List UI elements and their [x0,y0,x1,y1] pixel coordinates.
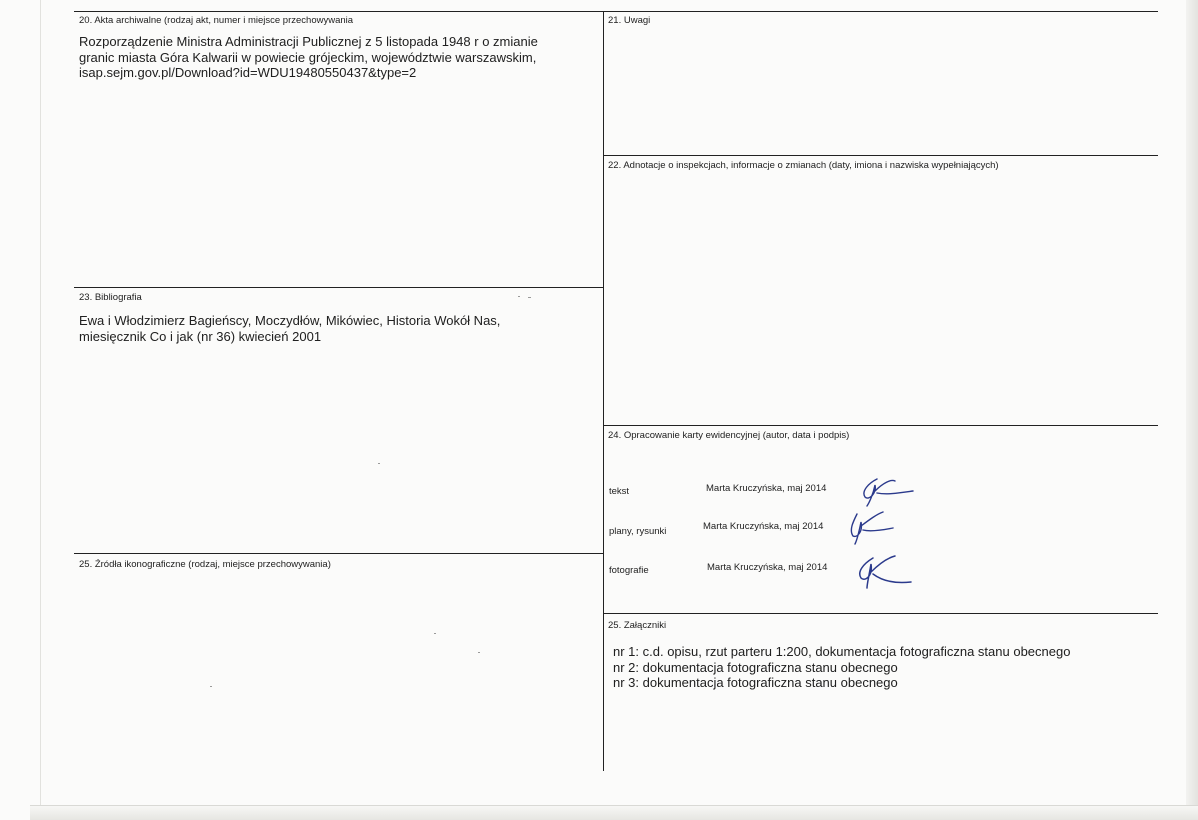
rule-center [603,11,604,771]
section-25-attachments-label: 25. Załączniki [608,620,667,631]
section-20-line: granic miasta Góra Kalwarii w powiecie grójeckim, województwie warszawskim, [79,49,537,65]
scan-speck [434,633,436,634]
section-25-attachments-content [613,644,1070,691]
rule-top [74,11,1158,12]
page-left-edge [0,0,41,820]
section-20-label: 20. Akta archiwalne (rodzaj akt, numer i miejsce przechowywania [79,15,354,26]
author-row-value: Marta Kruczyńska, maj 2014 [706,483,827,494]
author-row-value: Marta Kruczyńska, maj 2014 [703,521,824,532]
scan-speck [518,296,520,297]
author-row-kind: tekst [609,486,630,497]
scan-speck [478,652,480,653]
attachment-line: nr 1: c.d. opisu, rzut parteru 1:200, dokumentacja fotograficzna stanu obecnego [613,644,1071,659]
rule-20-23 [74,287,603,288]
author-row-kind: plany, rysunki [609,526,667,537]
author-row-value: Marta Kruczyńska, maj 2014 [707,562,828,573]
section-23-line: miesięcznik Co i jak (nr 36) kwiecień 2001 [79,328,322,344]
section-23-content [79,313,500,344]
page-right-edge [1186,0,1198,820]
section-23-line: Ewa i Włodzimierz Bagieńscy, Moczydłów, Mikówiec, Historia Wokół Nas, [79,313,501,328]
rule-21-22 [603,155,1158,156]
handwritten-signature-icon [843,506,899,546]
rule-24-25 [603,613,1158,614]
section-25-sources-label: 25. Źródła ikonograficzne (rodzaj, miejsce przechowywania) [79,559,331,570]
attachment-line: nr 2: dokumentacja fotograficzna stanu obecnego [613,659,898,675]
rule-23-25 [74,553,603,554]
page-bottom-edge [30,805,1198,820]
section-21-label: 21. Uwagi [608,15,651,26]
section-20-line: isap.sejm.gov.pl/Download?id=WDU19480550437&type=2 [79,65,417,80]
scan-speck [210,686,212,687]
handwritten-signature-icon [853,550,917,592]
section-23-label: 23. Bibliografia [79,292,142,303]
attachment-line: nr 3: dokumentacja fotograficzna stanu obecnego [613,675,898,690]
section-22-label: 22. Adnotacje o inspekcjach, informacje o zmianach (daty, imiona i nazwiska wypełniających) [608,160,999,171]
section-20-line: Rozporządzenie Ministra Administracji Publicznej z 5 listopada 1948 r o zmianie [79,34,538,49]
scan-speck [528,297,531,298]
section-20-content [79,34,538,81]
scan-speck [378,463,380,464]
section-24-label: 24. Opracowanie karty ewidencyjnej (autor, data i podpis) [608,430,850,441]
handwritten-signature-icon [855,473,919,507]
rule-22-24 [603,425,1158,426]
author-row-kind: fotografie [609,565,649,576]
